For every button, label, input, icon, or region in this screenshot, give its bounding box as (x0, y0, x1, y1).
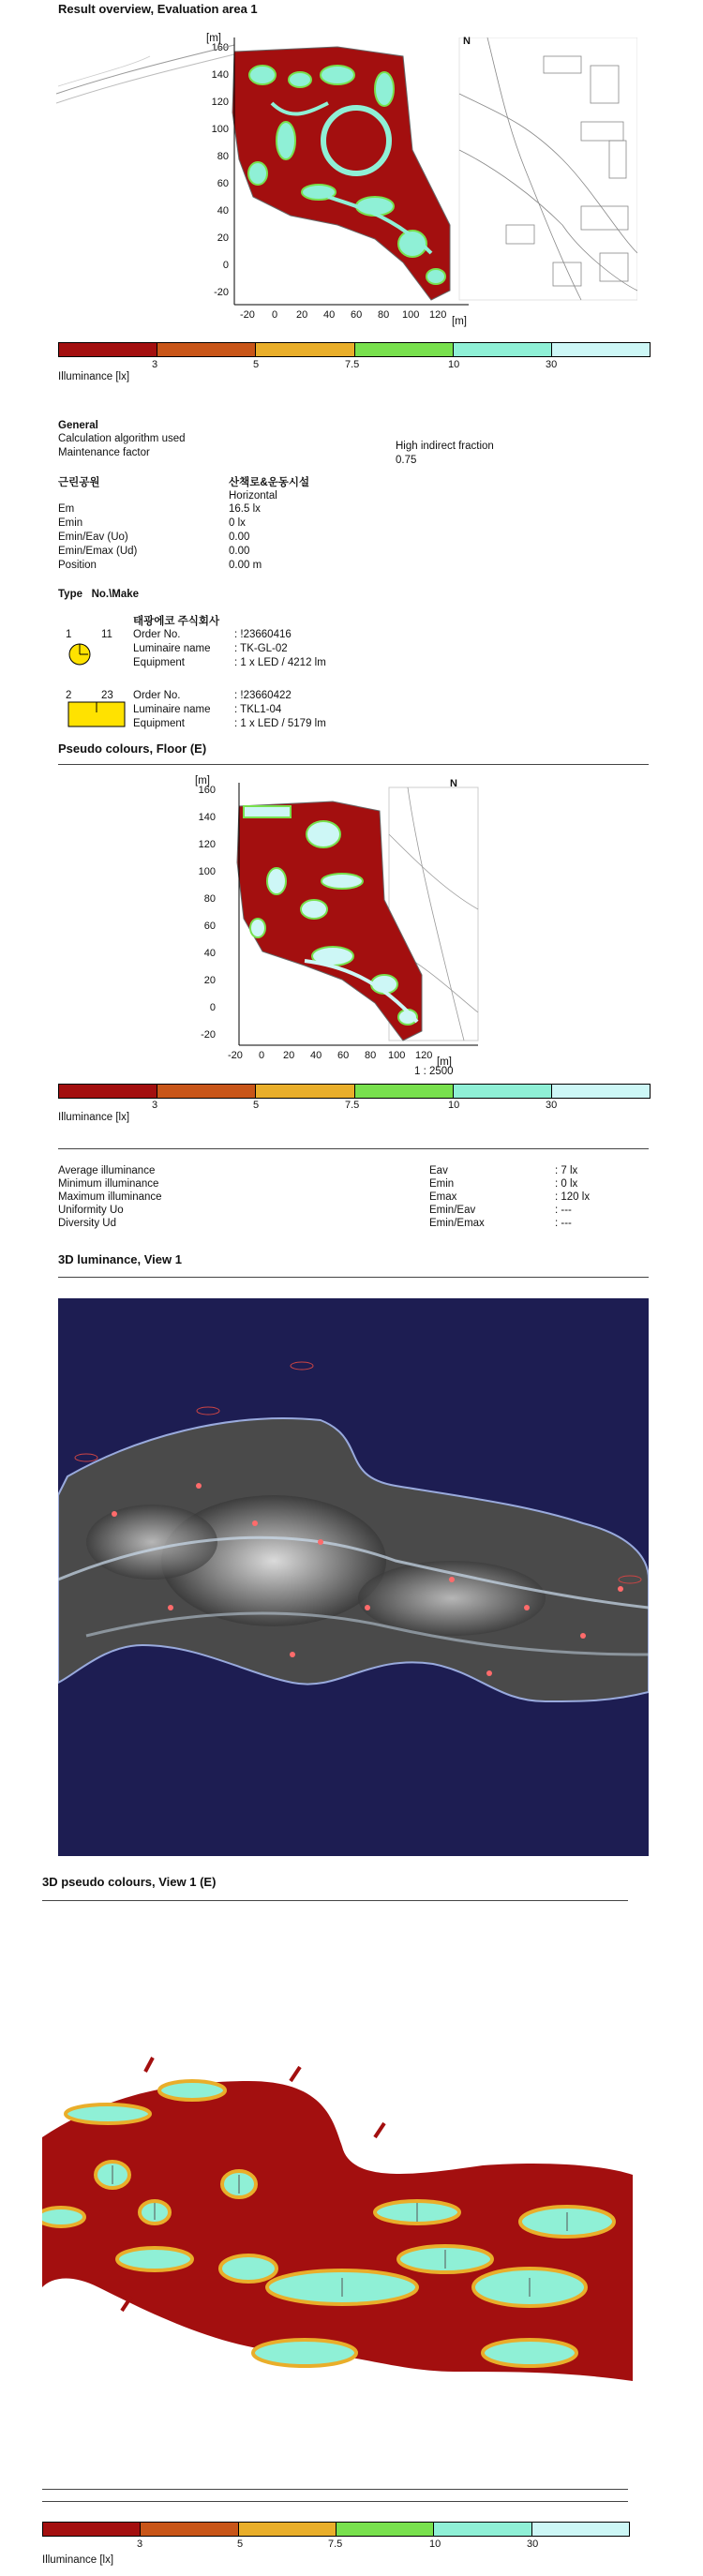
scale-swatch (532, 2523, 629, 2536)
y-unit-label: [m] (206, 33, 221, 44)
floor-pseudo-colour-map (220, 778, 483, 1050)
scale-swatch (157, 343, 256, 356)
scale-swatch (454, 1085, 552, 1098)
scale-tick: 7.5 (345, 1100, 360, 1111)
section-title-3d-pseudo-colours: 3D pseudo colours, View 1 (E) (42, 1875, 217, 1889)
y-tick: 80 (203, 893, 216, 905)
metric-label: Emin/Eav (Uo) (58, 532, 128, 543)
scale-tick: 5 (253, 359, 260, 370)
lum1-name-label: Luminaire name (133, 643, 211, 654)
y-tick: 60 (203, 921, 216, 932)
luminaire-maker: 태광에코 주식회사 (133, 616, 220, 627)
scale-tick: 5 (253, 1100, 260, 1111)
x-tick: -20 (240, 309, 255, 321)
y-tick: 140 (211, 69, 229, 81)
scale-swatch (141, 2523, 238, 2536)
scale-swatch (157, 1085, 256, 1098)
scale-tick: 30 (527, 2539, 539, 2550)
metric-value: 0.00 (229, 532, 250, 543)
lum1-order: : !23660416 (234, 629, 292, 640)
summary-label: Diversity Ud (58, 1218, 116, 1229)
scale-swatch (355, 1085, 454, 1098)
summary-value: : --- (555, 1218, 572, 1229)
metric-value: 16.5 lx (229, 503, 261, 515)
section-divider (58, 1277, 649, 1278)
3d-pseudo-colour-render (42, 1978, 633, 2419)
x-tick: 80 (365, 1050, 377, 1061)
section-divider (58, 1148, 649, 1149)
y-tick: 120 (211, 97, 229, 108)
illuminance-scale-bar (42, 2522, 630, 2537)
x-tick: 0 (259, 1050, 265, 1061)
x-tick: 20 (283, 1050, 295, 1061)
scale-swatch (59, 1085, 157, 1098)
y-tick: 40 (217, 205, 229, 217)
x-tick: 0 (272, 309, 278, 321)
metric-label: Position (58, 560, 97, 571)
north-arrow: N (463, 36, 471, 47)
maintenance-value: 0.75 (396, 455, 417, 466)
scale-tick: 3 (152, 1100, 158, 1111)
y-tick: 80 (217, 151, 229, 162)
round-luminaire-icon (67, 642, 92, 666)
summary-symbol: Emax (429, 1191, 457, 1203)
scale-swatch (43, 2523, 141, 2536)
section-divider (58, 764, 649, 765)
scale-tick: 10 (448, 359, 460, 370)
linear-luminaire-icon (67, 701, 126, 727)
lum1-name: : TK-GL-02 (234, 643, 288, 654)
x-tick: 40 (323, 309, 336, 321)
scale-label: Illuminance [lx] (58, 371, 130, 382)
summary-label: Uniformity Uo (58, 1205, 124, 1216)
summary-label: Average illuminance (58, 1165, 156, 1176)
illuminance-scale-bar (58, 342, 651, 357)
scale-swatch (256, 1085, 354, 1098)
maintenance-label: Maintenance factor (58, 447, 150, 458)
scale-tick: 3 (152, 359, 158, 370)
x-tick: 100 (388, 1050, 406, 1061)
scale-swatch (454, 343, 552, 356)
y-tick: -20 (201, 1029, 216, 1041)
x-tick: 60 (337, 1050, 350, 1061)
scale-swatch (256, 343, 354, 356)
lum2-equip: : 1 x LED / 5179 lm (234, 718, 326, 729)
x-tick: -20 (228, 1050, 243, 1061)
lum2-type: 2 (66, 690, 72, 701)
metric-value: 0.00 (229, 546, 250, 557)
summary-label: Maximum illuminance (58, 1191, 162, 1203)
3d-luminance-render (58, 1298, 649, 1856)
metric-value: 0.00 m (229, 560, 262, 571)
section-divider (42, 1900, 628, 1901)
section-divider (42, 2489, 628, 2490)
scale-tick: 5 (237, 2539, 244, 2550)
y-tick: 20 (217, 232, 229, 244)
summary-value: : --- (555, 1205, 572, 1216)
scale-label: Illuminance [lx] (58, 1112, 130, 1123)
x-tick: 80 (378, 309, 390, 321)
lum1-order-label: Order No. (133, 629, 181, 640)
scale-swatch (337, 2523, 434, 2536)
scale-ratio: 1 : 2500 (414, 1066, 454, 1077)
y-tick: 140 (198, 812, 216, 823)
summary-value: : 120 lx (555, 1191, 591, 1203)
general-heading: General (58, 420, 98, 431)
section-title-3d-luminance: 3D luminance, View 1 (58, 1252, 182, 1266)
section-title-pseudo-colours-floor: Pseudo colours, Floor (E) (58, 741, 207, 756)
algorithm-label: Calculation algorithm used (58, 433, 186, 444)
summary-value: : 7 lx (555, 1165, 578, 1176)
metric-label: Emin (58, 517, 83, 529)
y-tick: 160 (198, 785, 216, 796)
summary-symbol: Emin (429, 1178, 455, 1190)
y-tick: 60 (217, 178, 229, 189)
x-tick: 20 (296, 309, 308, 321)
area-name: 근린공원 (58, 477, 100, 488)
y-tick: 40 (203, 948, 216, 959)
scale-swatch (355, 343, 454, 356)
lum2-order-label: Order No. (133, 690, 181, 701)
summary-symbol: Emin/Eav (429, 1205, 476, 1216)
scale-swatch (59, 343, 157, 356)
algorithm-value: High indirect fraction (396, 441, 494, 452)
scale-swatch (552, 343, 650, 356)
scale-tick: 7.5 (345, 359, 360, 370)
y-tick: 20 (203, 975, 216, 986)
scale-swatch (239, 2523, 337, 2536)
illuminance-scale-bar (58, 1084, 651, 1099)
scale-label: Illuminance [lx] (42, 2554, 114, 2566)
scale-swatch (552, 1085, 650, 1098)
lum1-equip: : 1 x LED / 4212 lm (234, 657, 326, 668)
area-header-value: 산책로&운동시설 (229, 477, 310, 488)
scale-tick: 7.5 (328, 2539, 343, 2550)
luminaire-table-heading: Type No.\Make (58, 589, 140, 600)
scale-tick: 10 (448, 1100, 460, 1111)
x-tick: 60 (351, 309, 363, 321)
y-tick: 120 (198, 839, 216, 850)
section-divider (42, 2501, 628, 2502)
summary-symbol: Emin/Emax (429, 1218, 485, 1229)
scale-tick: 30 (546, 359, 558, 370)
lum1-equip-label: Equipment (133, 657, 185, 668)
x-unit-label: [m] (437, 1056, 452, 1068)
summary-label: Minimum illuminance (58, 1178, 159, 1190)
x-tick: 120 (429, 309, 447, 321)
x-tick: 120 (415, 1050, 433, 1061)
summary-symbol: Eav (429, 1165, 448, 1176)
area-orientation: Horizontal (229, 490, 277, 502)
scale-tick: 3 (137, 2539, 143, 2550)
x-tick: 100 (402, 309, 420, 321)
y-unit-label: [m] (195, 775, 210, 786)
summary-value: : 0 lx (555, 1178, 578, 1190)
north-arrow: N (450, 778, 457, 789)
x-tick: 40 (310, 1050, 322, 1061)
y-tick: -20 (214, 287, 229, 298)
lum2-no: 23 (101, 690, 113, 701)
scale-swatch (434, 2523, 531, 2536)
lum2-equip-label: Equipment (133, 718, 185, 729)
lum2-name: : TKL1-04 (234, 704, 282, 715)
section-title-result-overview: Result overview, Evaluation area 1 (58, 2, 258, 16)
y-tick: 100 (198, 866, 216, 877)
lum1-type: 1 (66, 629, 72, 640)
x-unit-label: [m] (452, 316, 467, 327)
metric-label: Emin/Emax (Ud) (58, 546, 138, 557)
lum1-no: 11 (101, 629, 112, 640)
y-tick: 0 (222, 260, 229, 271)
lum2-order: : !23660422 (234, 690, 292, 701)
y-tick: 160 (211, 42, 229, 53)
site-plan-heatmap (56, 37, 637, 309)
metric-value: 0 lx (229, 517, 246, 529)
metric-label: Em (58, 503, 75, 515)
y-tick: 100 (211, 124, 229, 135)
scale-tick: 10 (429, 2539, 441, 2550)
lum2-name-label: Luminaire name (133, 704, 211, 715)
y-tick: 0 (209, 1002, 216, 1013)
scale-tick: 30 (546, 1100, 558, 1111)
